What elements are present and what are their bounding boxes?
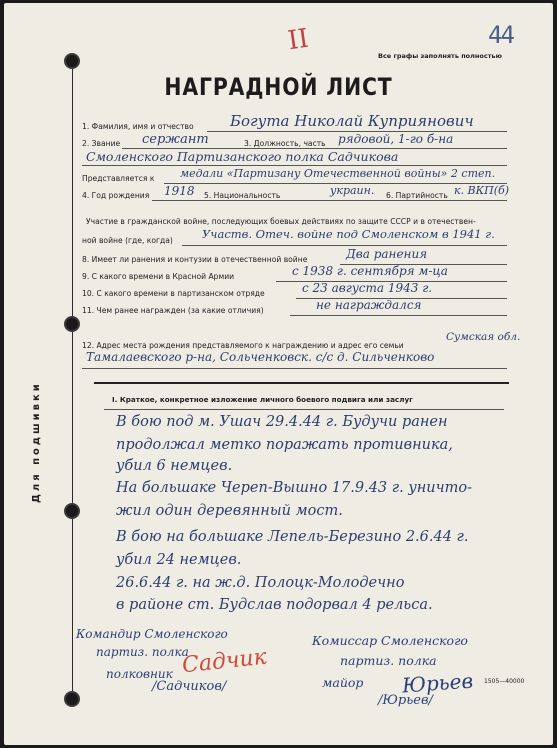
right-signer-title: Комиссар Смоленского — [312, 633, 468, 648]
field-2-label: 2. Звание — [82, 139, 121, 148]
punch-hole — [64, 53, 80, 69]
narrative-line: В бою под м. Ушач 29.4.44 г. Будучи ранен — [116, 414, 448, 430]
field-3-value: рядовой, 1-го б-на — [338, 132, 454, 146]
field-10-label: 10. С какого времени в партизанском отряде — [82, 289, 265, 298]
narrative-line: продолжал метко поражать противника, — [116, 437, 453, 453]
field-3-label: 3. Должность, часть — [244, 139, 326, 148]
field-7-label-cont: ной войне (где, когда) — [82, 236, 173, 245]
field-4-label: 4. Год рождения — [82, 191, 150, 200]
right-signer-title-2: партиз. полка — [340, 653, 437, 668]
narrative-line: 26.6.44 г. на ж.д. Полоцк-Молодечно — [116, 575, 405, 591]
field-9-label: 9. С какого времени в Красной Армии — [82, 272, 235, 281]
field-7-label: Участие в гражданской войне, последующих боевых действиях по защите СССР и в отечествен- — [86, 217, 476, 226]
punch-hole — [64, 503, 80, 519]
underline — [82, 368, 507, 369]
narrative-line: убил 24 немцев. — [116, 552, 242, 568]
left-signer-name: /Садчиков/ — [152, 679, 227, 694]
field-12-value-a: Сумская обл. — [446, 331, 521, 343]
narrative-line: в районе ст. Будслав подорвал 4 рельса. — [116, 597, 433, 613]
left-signature: Садчик — [180, 644, 268, 679]
left-signer-title: Командир Смоленского — [76, 627, 228, 641]
field-8-label: 8. Имеет ли ранения и контузии в отечественной войне — [82, 255, 308, 264]
roman-numeral: II — [286, 23, 311, 57]
narrative-line: На большаке Череп-Вышно 17.9.43 г. уничто- — [116, 480, 473, 496]
left-signer-title-2: партиз. полка — [96, 645, 189, 659]
field-1-value: Богута Николай Куприянович — [230, 112, 474, 130]
field-12-value-b: Тамалаевского р-на, Сольченковск. с/с д. Сильченково — [86, 350, 435, 364]
present-value: медали «Партизану Отечественной войны» 2 степ. — [180, 167, 496, 180]
award-sheet — [4, 3, 553, 745]
present-label: Представляется к — [82, 174, 155, 183]
section-1-title: I. Краткое, конкретное изложение личного боевого подвига или заслуг — [112, 395, 413, 404]
punch-hole — [64, 691, 80, 707]
field-5-label: 5. Национальность — [204, 191, 281, 200]
field-8-value: Два ранения — [346, 247, 428, 261]
narrative-line: В бою на большаке Лепель-Березино 2.6.44 г. — [116, 529, 469, 545]
right-signer-name: /Юрьев/ — [378, 693, 433, 708]
field-2-value: сержант — [142, 132, 209, 147]
underline — [104, 409, 504, 410]
page-number: 44 — [488, 21, 513, 49]
field-6-value: к. ВКП(б) — [454, 184, 510, 197]
document-title: НАГРАДНОЙ ЛИСТ — [164, 73, 393, 101]
field-3-continuation: Смоленского Партизанского полка Садчикова — [86, 149, 399, 164]
field-11-value: не награждался — [316, 298, 422, 312]
field-6-label: 6. Партийность — [386, 191, 448, 200]
narrative-line: убил 6 немцев. — [116, 458, 233, 474]
fill-all-fields-note: Все графы заполнять полностью — [378, 52, 502, 60]
left-signer-rank: полковник — [106, 667, 173, 681]
right-signature: Юрьев — [401, 668, 474, 698]
field-1-label: 1. Фамилия, имя и отчество — [82, 122, 194, 131]
punch-hole — [64, 316, 80, 332]
underline — [290, 315, 507, 316]
print-stamp: 1505—40000 — [484, 678, 525, 685]
right-signer-rank: майор — [322, 675, 364, 690]
margin-label: Для подшивки — [31, 381, 42, 503]
field-11-label: 11. Чем ранее награжден (за какие отличия) — [82, 306, 264, 315]
field-5-value: украин. — [330, 184, 375, 197]
section-divider — [94, 382, 509, 384]
field-10-value: с 23 августа 1943 г. — [302, 281, 433, 295]
underline — [82, 165, 507, 166]
field-7-value: Участв. Отеч. войне под Смоленском в 1941 г. — [202, 227, 495, 241]
binding-line — [72, 55, 73, 700]
field-4-value: 1918 — [164, 184, 195, 198]
underline — [152, 200, 507, 201]
field-9-value: с 1938 г. сентября м-ца — [292, 264, 448, 278]
field-12-label: 12. Адрес места рождения представляемого к награждению и адрес его семьи — [82, 341, 404, 350]
narrative-line: жил один деревянный мост. — [116, 503, 343, 519]
underline — [182, 245, 507, 246]
